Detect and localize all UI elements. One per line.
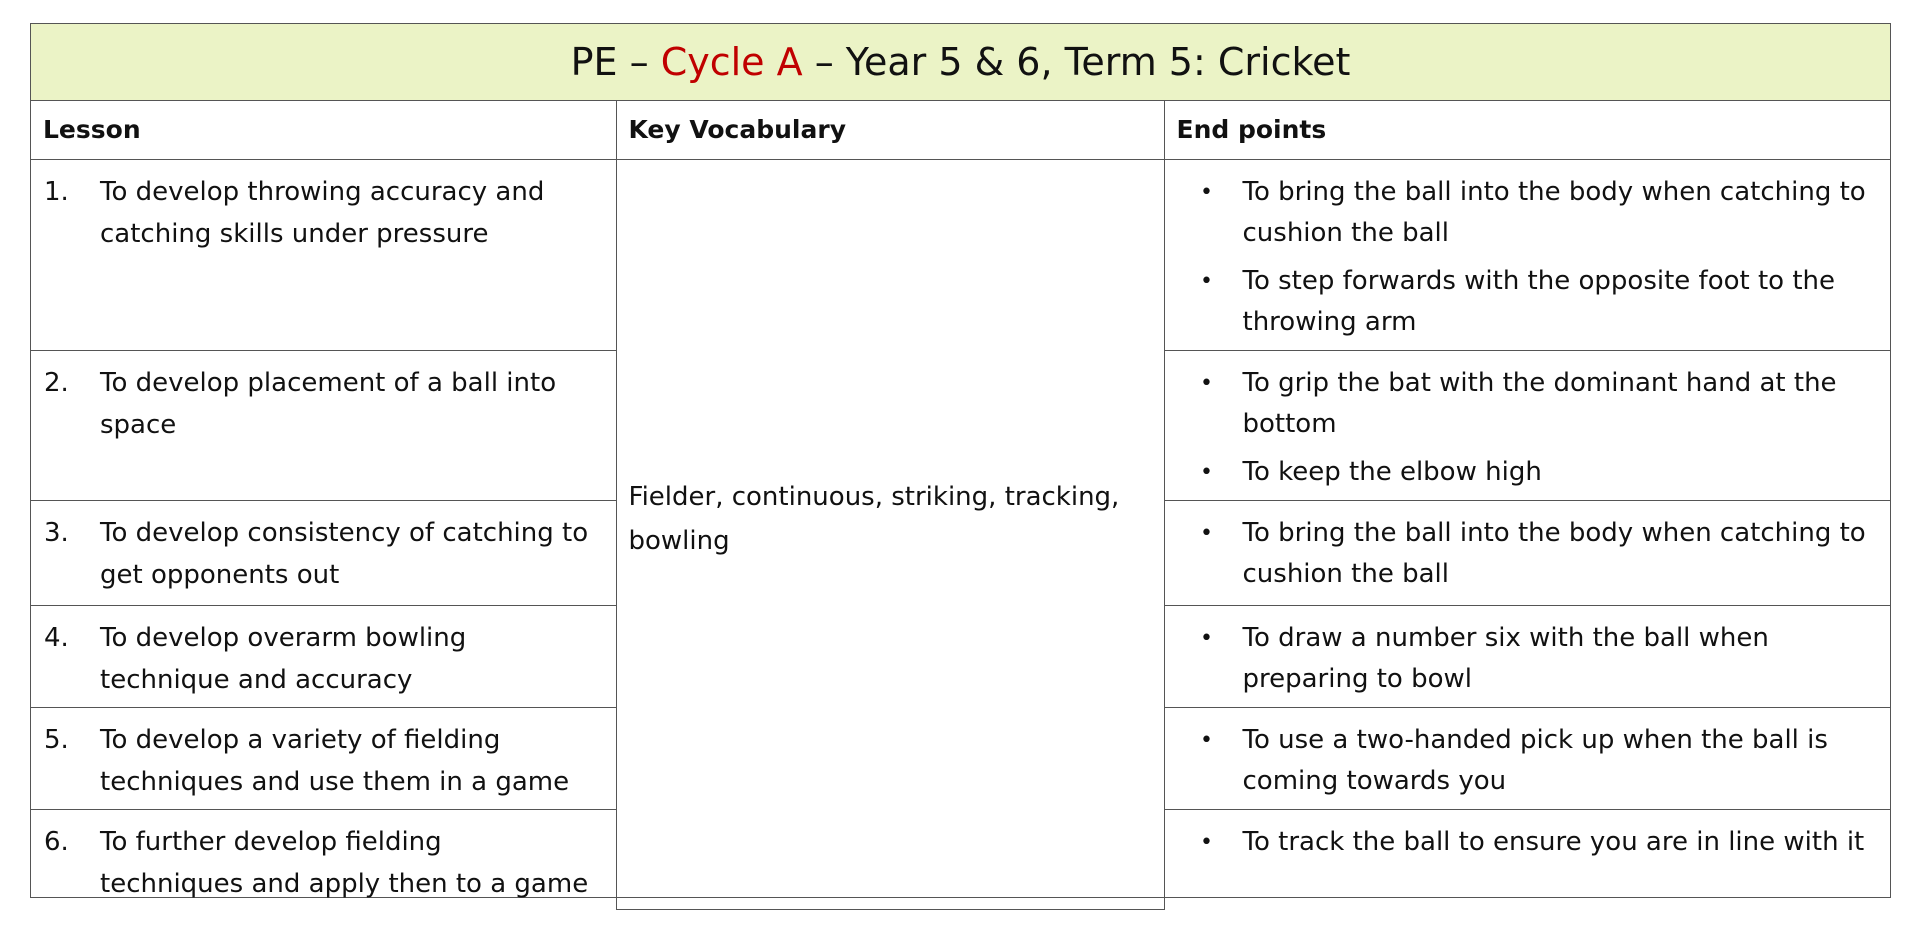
end-point-text: To draw a number six with the ball when preparing to bowl: [1242, 622, 1769, 694]
bullet-icon: •: [1200, 520, 1213, 546]
bullet-icon: •: [1200, 459, 1213, 485]
vocabulary-cell: [616, 159, 1164, 909]
list-item: [1165, 172, 1881, 254]
title-suffix: – Year 5 & 6, Term 5: Cricket: [802, 40, 1351, 84]
key-vocabulary-text: Fielder, continuous, striking, tracking, bowling: [628, 482, 1120, 556]
end-points-list: [1165, 351, 1891, 493]
lesson-objective: To develop consistency of catching to get opponents out: [100, 517, 589, 590]
table-row: [31, 159, 1890, 350]
lesson-cell: [31, 350, 616, 500]
end-points-list: [1165, 160, 1891, 343]
end-points-list: [1165, 708, 1891, 802]
end-points-cell: [1164, 605, 1890, 707]
end-points-cell: [1164, 159, 1890, 350]
lesson-cell: [31, 159, 616, 350]
bullet-icon: •: [1200, 625, 1213, 651]
end-points-cell: [1164, 350, 1890, 500]
curriculum-table: [30, 23, 1891, 898]
column-header-row: [31, 101, 1890, 159]
lesson-grid: [31, 101, 1890, 910]
end-point-text: To use a two-handed pick up when the ball is coming towards you: [1242, 724, 1828, 796]
list-item: [1165, 822, 1881, 863]
list-item: [1165, 618, 1881, 700]
end-point-text: To step forwards with the opposite foot to the throwing arm: [1242, 265, 1836, 337]
lesson-cell: [31, 500, 616, 605]
list-item: [1165, 363, 1881, 445]
bullet-icon: •: [1200, 727, 1213, 753]
page-title: [31, 24, 1890, 101]
end-point-text: To bring the ball into the body when catching to cushion the ball: [1242, 517, 1866, 589]
lesson-cell: [31, 707, 616, 809]
lesson-cell: [31, 809, 616, 909]
list-item: [1165, 452, 1881, 493]
bullet-icon: •: [1200, 370, 1213, 396]
lesson-objective: To develop a variety of fielding techniques and use them in a game: [100, 724, 570, 797]
lesson-objective: To further develop fielding techniques and apply then to a game: [100, 826, 589, 899]
lesson-number: 5.: [44, 724, 69, 755]
column-header-end-points: End points: [1164, 101, 1890, 159]
end-points-list: [1165, 606, 1891, 700]
bullet-icon: •: [1200, 829, 1213, 855]
lesson-cell: [31, 605, 616, 707]
list-item: [1165, 261, 1881, 343]
lesson-number: 2.: [44, 367, 69, 398]
bullet-icon: •: [1200, 179, 1213, 205]
column-header-vocabulary: Key Vocabulary: [616, 101, 1164, 159]
lesson-objective: To develop overarm bowling technique and accuracy: [100, 622, 467, 695]
end-points-cell: [1164, 500, 1890, 605]
end-point-text: To grip the bat with the dominant hand at the bottom: [1242, 367, 1837, 439]
title-prefix: PE –: [570, 40, 661, 84]
lesson-number: 6.: [44, 826, 69, 857]
lesson-number: 1.: [44, 176, 69, 207]
title-accent-cycle: Cycle A: [660, 40, 803, 84]
lesson-number: 3.: [44, 517, 69, 548]
lesson-objective: To develop placement of a ball into space: [100, 367, 557, 440]
end-points-list: [1165, 810, 1891, 863]
end-points-list: [1165, 501, 1891, 595]
end-point-text: To track the ball to ensure you are in line with it: [1242, 826, 1865, 857]
end-point-text: To keep the elbow high: [1242, 456, 1542, 487]
lesson-objective: To develop throwing accuracy and catching skills under pressure: [100, 176, 545, 249]
end-points-cell: [1164, 809, 1890, 909]
lesson-number: 4.: [44, 622, 69, 653]
list-item: [1165, 513, 1881, 595]
end-points-cell: [1164, 707, 1890, 809]
list-item: [1165, 720, 1881, 802]
bullet-icon: •: [1200, 268, 1213, 294]
end-point-text: To bring the ball into the body when catching to cushion the ball: [1242, 176, 1866, 248]
column-header-lesson: Lesson: [31, 101, 616, 159]
